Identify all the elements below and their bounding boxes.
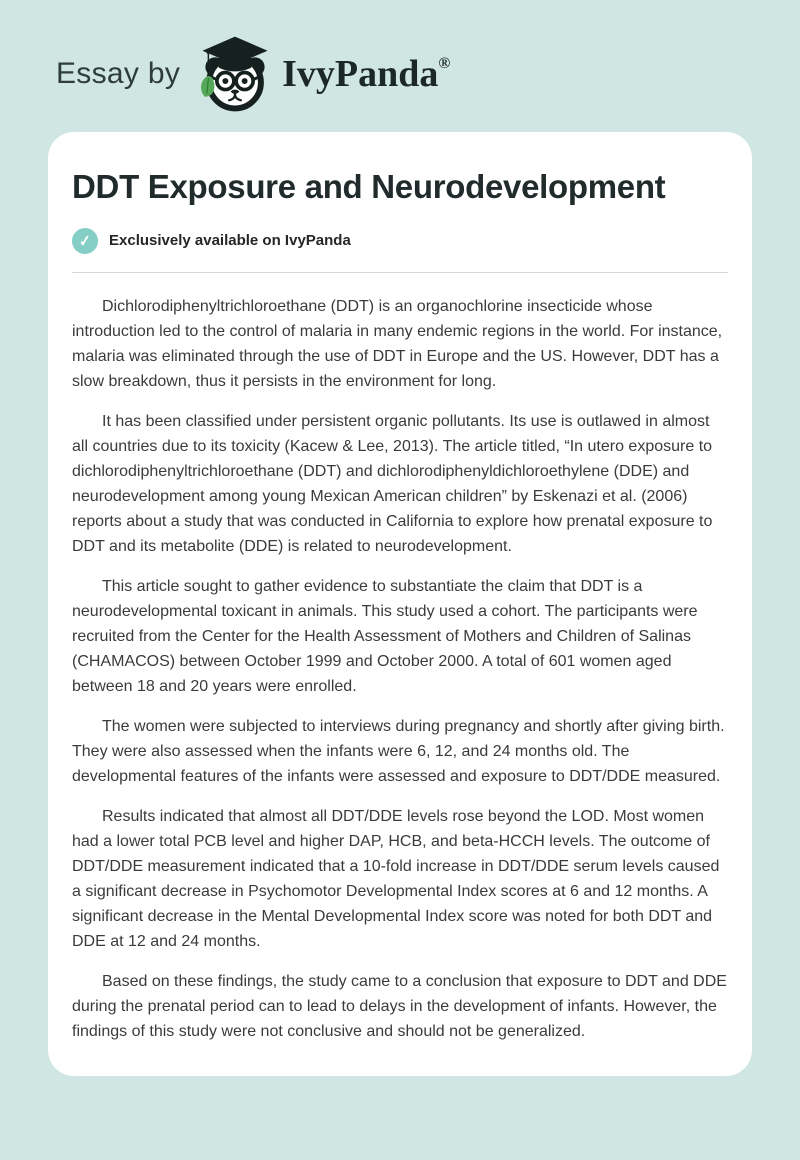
essay-paragraph-4: The women were subjected to interviews during pregnancy and shortly after giving birth. They were also assessed when the infants were 6, 12, and 24 months old. The developmental features of the infants were assessed and exposure to DDT/DDE measured. [72,717,725,785]
panda-graduate-icon [198,35,272,113]
essay-paragraph-6: Based on these findings, the study came to a conclusion that exposure to DDT and DDE during the prenatal period can to lead to delays in the development of infants. However, the findings of this study were not conclusive and should not be generalized. [72,972,727,1040]
essay-paragraph-5: Results indicated that almost all DDT/DDE levels rose beyond the LOD. Most women had a lower total PCB level and higher DAP, HCB, and beta-HCCH levels. The outcome of DDT/DDE measurement indicated that a 10-fold increase in DDT/DDE serum levels caused a significant decrease in Psychomotor Developmental Index scores at 6 and 12 months. A significant decrease in the Mental Developmental Index score was noted for both DDT and DDE at 12 and 24 months. [72,807,720,950]
divider [72,272,728,273]
essay-card [48,132,752,1076]
essay-paragraph-2: It has been classified under persistent organic pollutants. Its use is outlawed in almost all countries due to its toxicity (Kacew & Lee, 2013). The article titled, “In utero exposure to dichlorodiphenyltrichloroethane (DDT) and dichlorodiphenyldichloroethylene (DDE) and neurodevelopment among young Mexican American children” by Eskenazi et al. (2006) reports about a study that was conducted in California to explore how prenatal exposure to DDT and its metabolite (DDE) is related to neurodevelopment. [72,412,713,555]
ivypanda-logo-link[interactable] [198,35,450,113]
essay-body [72,294,728,1044]
header [0,0,800,112]
brand-name: IvyPanda [282,53,439,95]
header-prefix: Essay by [56,57,181,90]
essay-title: DDT Exposure and Neurodevelopment [72,168,666,205]
availability-badge [72,228,728,254]
registered-mark: ® [438,55,451,72]
essay-paragraph-1: Dichlorodiphenyltrichloroethane (DDT) is an organochlorine insecticide whose introduction led to the control of malaria in many endemic regions in the world. For instance, malaria was eliminated through the use of DDT in Europe and the US. However, DDT has a slow breakdown, thus it persists in the environment for long. [72,297,723,390]
brand-wordmark [282,55,450,93]
badge-label: Exclusively available on IvyPanda [109,232,351,250]
essay-paragraph-3: This article sought to gather evidence to substantiate the claim that DDT is a neurodevelopmental toxicant in animals. This study used a cohort. The participants were recruited from the Center for the Health Assessment of Mothers and Children of Salinas (CHAMACOS) between October 1999 and October 2000. A total of 601 women aged between 18 and 20 years were enrolled. [72,577,698,695]
check-icon: ✓ [71,227,100,256]
